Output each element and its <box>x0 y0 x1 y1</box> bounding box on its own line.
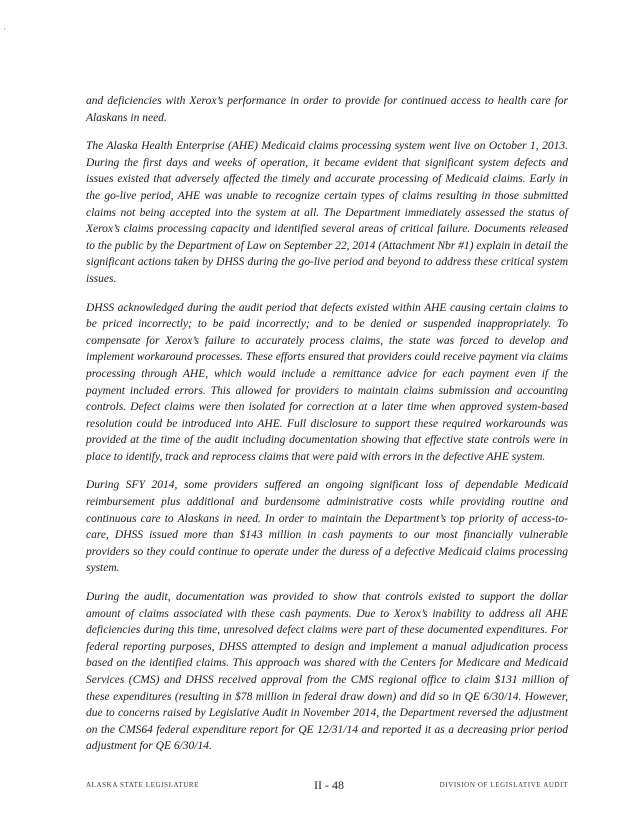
footer-division: DIVISION OF LEGISLATIVE AUDIT <box>439 781 568 789</box>
paragraph-cash-payments: During SFY 2014, some providers suffered an ongoing significant loss of dependable Medicaid reimbursement plus additional and burdensome administrative costs while providing routine and continuous care to Alaskans in need. In order to maintain the Department’s top priority of access-to-care, DHSS issued more than $143 million in cash payments to our most financially vulnerable providers so they could continue to operate under the duress of a defective Medicaid claims processing system. <box>86 479 568 575</box>
page-footer <box>86 778 568 794</box>
paragraph-audit-documentation: During the audit, documentation was provided to show that controls existed to support the dollar amount of claims associated with these cash payments. Due to Xerox’s inability to address all AHE deficiencies during this time, unresolved defect claims were part of these documented expenditures. For federal reporting purposes, DHSS attempted to design and implement a manual adjudication process based on the identified claims. This approach was shared with the Centers for Medicare and Medicaid Services (CMS) and DHSS received approval from the CMS regional office to claim $131 million of these expenditures (resulting in $78 million in federal draw down) and did so in QE 6/30/14. However, due to concerns raised by Legislative Audit in November 2014, the Department reversed the adjustment on the CMS64 federal expenditure report for QE 12/31/14 and reported it as a decreasing prior period adjustment for QE 6/30/14. <box>86 591 568 753</box>
footer-organization: ALASKA STATE LEGISLATURE <box>86 781 200 789</box>
body-text <box>86 93 568 767</box>
paragraph-defects-workarounds: DHSS acknowledged during the audit period that defects existed within AHE causing certain claims to be priced incorrectly; to be paid incorrectly; and to be denied or suspended inappropriately. To compensate for Xerox’s failure to accurately process claims, the state was forced to develop and implement workaround processes. These efforts ensured that providers could receive payment via claims processing through AHE, which would include a remittance advice for each payment even if the payment included errors. This allowed for providers to maintain claims submission and accounting controls. Defect claims were then isolated for correction at a later time when approved system-based resolution could be introduced into AHE. Full disclosure to support these required workarounds was provided at the time of the audit including documentation showing that effective state controls were in place to identify, track and reprocess claims that were paid with errors in the defective AHE system. <box>86 301 568 463</box>
paragraph-intro: and deficiencies with Xerox’s performance in order to provide for continued access to health care for Alaskans in need. <box>86 95 568 124</box>
scan-speck <box>4 28 5 30</box>
page-number: II - 48 <box>314 778 344 792</box>
paragraph-ahe-go-live: The Alaska Health Enterprise (AHE) Medicaid claims processing system went live on October 1, 2013. During the first days and weeks of operation, it became evident that significant system defects and issues existed that adversely affected the timely and accurate processing of Medicaid claims. Early in the go-live period, AHE was unable to recognize certain types of claims resulting in those submitted claims not being accepted into the system at all. The Department immediately assessed the status of Xerox’s claims processing capacity and identified several areas of critical failure. Documents released to the public by the Department of Law on September 22, 2014 (Attachment Nbr #1) explain in detail the significant actions taken by DHSS during the go-live period and beyond to address these critical system issues. <box>86 140 568 285</box>
